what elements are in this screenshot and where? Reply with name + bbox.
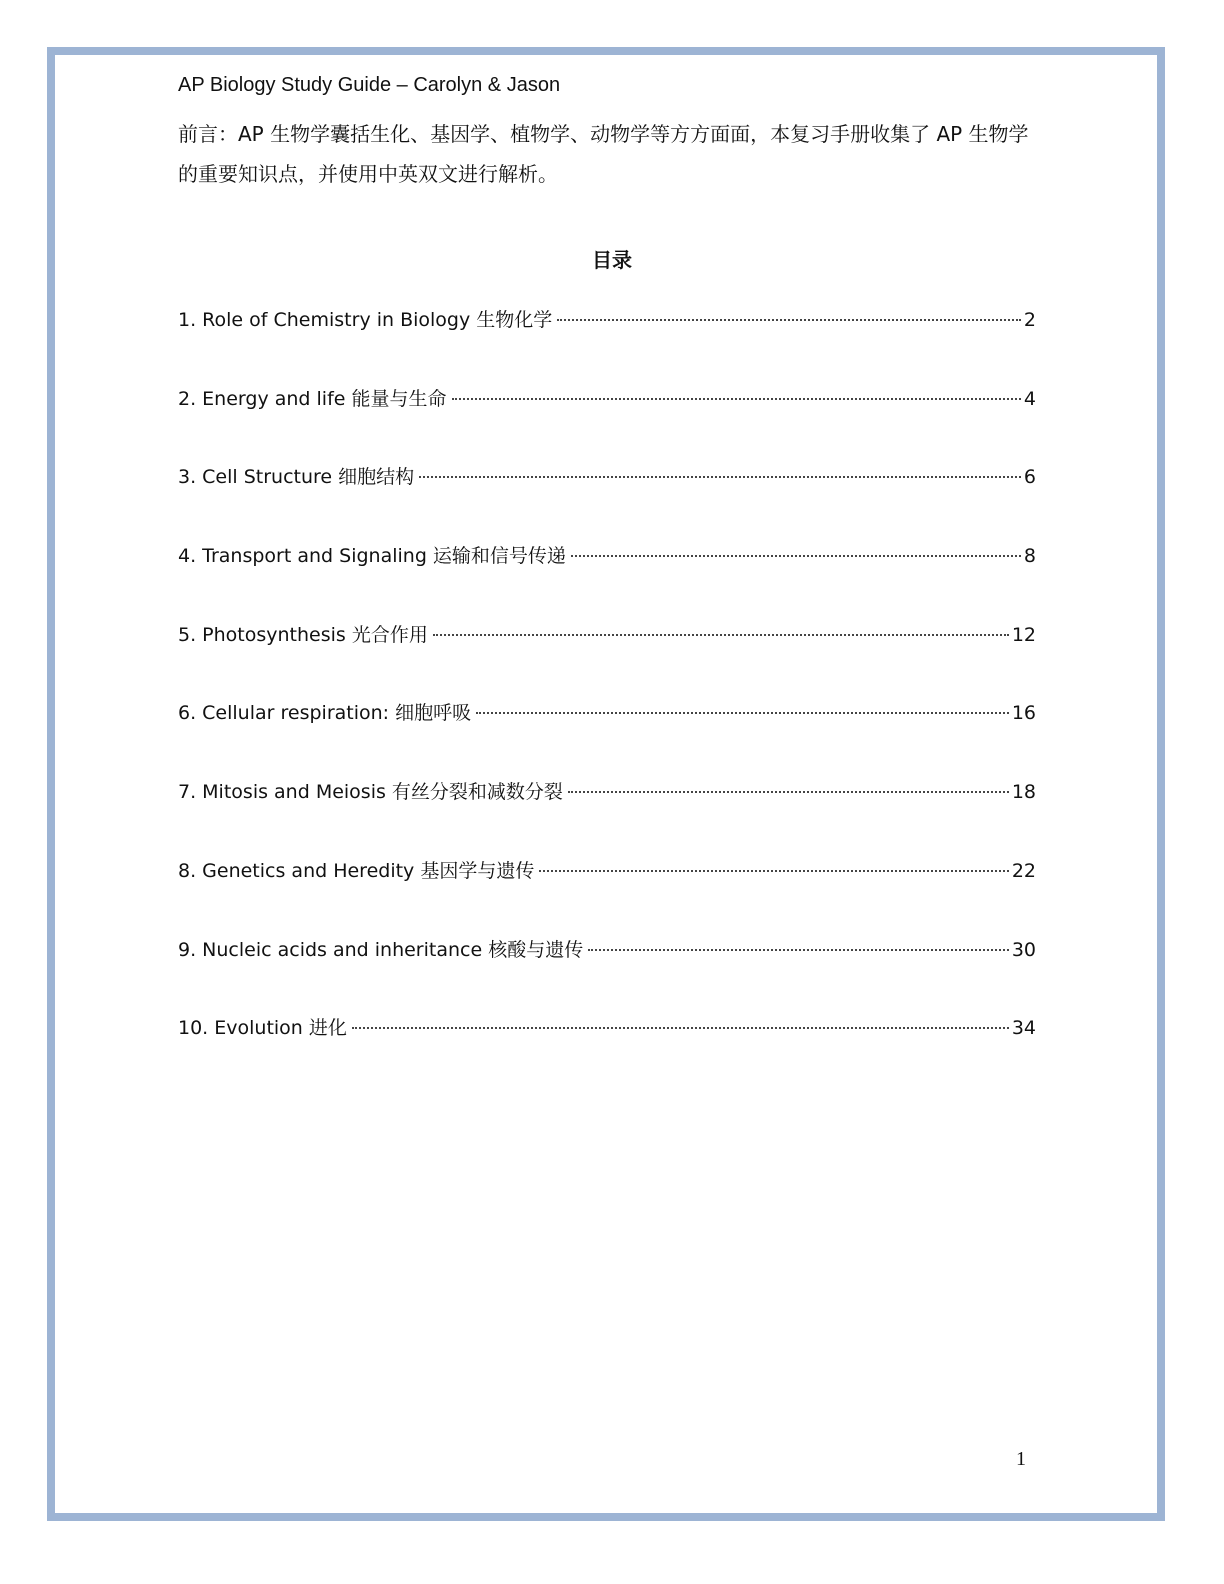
toc-entry-evolution[interactable]: [178, 1014, 1036, 1093]
toc-entry-label: 1. Role of Chemistry in Biology 生物化学: [178, 309, 553, 331]
toc-entry-page: 6: [1023, 466, 1036, 489]
toc-entry-transport[interactable]: [178, 542, 1036, 621]
toc-entry-label: 5. Photosynthesis 光合作用: [178, 623, 428, 646]
toc-dot-leader: [539, 870, 1008, 872]
toc-entry-page: 18: [1011, 781, 1036, 804]
toc-dot-leader: [476, 712, 1009, 714]
toc-title: 目录: [592, 248, 632, 272]
toc-entry-label: 8. Genetics and Heredity 基因学与遗传: [178, 859, 535, 882]
toc-entry-mitosis-meiosis[interactable]: [178, 778, 1036, 857]
toc-entry-chemistry[interactable]: [178, 306, 1036, 385]
toc-entry-label: 2. Energy and life 能量与生命: [178, 387, 447, 410]
toc-entry-energy[interactable]: [178, 385, 1036, 464]
toc-entry-label: 9. Nucleic acids and inheritance 核酸与遗传: [178, 938, 584, 961]
toc-entry-label: 10. Evolution 进化: [178, 1017, 347, 1040]
toc-entry-page: 8: [1023, 545, 1036, 568]
toc-dot-leader: [352, 1027, 1009, 1029]
toc-entry-label: 6. Cellular respiration: 细胞呼吸: [178, 702, 472, 725]
toc-entry-label: 7. Mitosis and Meiosis 有丝分裂和减数分裂: [178, 781, 563, 804]
toc-dot-leader: [557, 319, 1021, 321]
toc-entry-page: 30: [1011, 938, 1036, 961]
toc-entry-label: 4. Transport and Signaling 运输和信号传递: [178, 545, 566, 568]
toc-entry-photosynthesis[interactable]: [178, 621, 1036, 700]
toc-entry-genetics[interactable]: [178, 857, 1036, 936]
toc-entry-page: 34: [1011, 1017, 1036, 1040]
toc-dot-leader: [571, 555, 1021, 557]
page-number: 1: [1016, 1448, 1026, 1470]
toc-entry-nucleic-acids[interactable]: [178, 936, 1036, 1015]
toc-entry-page: 16: [1011, 702, 1036, 725]
toc-dot-leader: [452, 398, 1021, 400]
toc-entry-page: 4: [1023, 387, 1036, 410]
toc-entry-label: 3. Cell Structure 细胞结构: [178, 466, 415, 489]
toc-dot-leader: [588, 949, 1009, 951]
document-header: AP Biology Study Guide – Carolyn & Jason: [178, 74, 561, 96]
preface-paragraph: 前言：AP 生物学囊括生化、基因学、植物学、动物学等方方面面，本复习手册收集了 AP 生物学的重要知识点，并使用中英双文进行解析。: [178, 122, 1029, 186]
toc-entry-page: 22: [1011, 859, 1036, 882]
toc-entry-cell-structure[interactable]: [178, 463, 1036, 542]
toc-dot-leader: [433, 634, 1009, 636]
toc-dot-leader: [419, 476, 1021, 478]
toc-entry-respiration[interactable]: [178, 699, 1036, 778]
table-of-contents: [178, 306, 1036, 1093]
toc-entry-page: 2: [1023, 309, 1036, 331]
toc-entry-page: 12: [1011, 623, 1036, 646]
toc-dot-leader: [568, 791, 1009, 793]
